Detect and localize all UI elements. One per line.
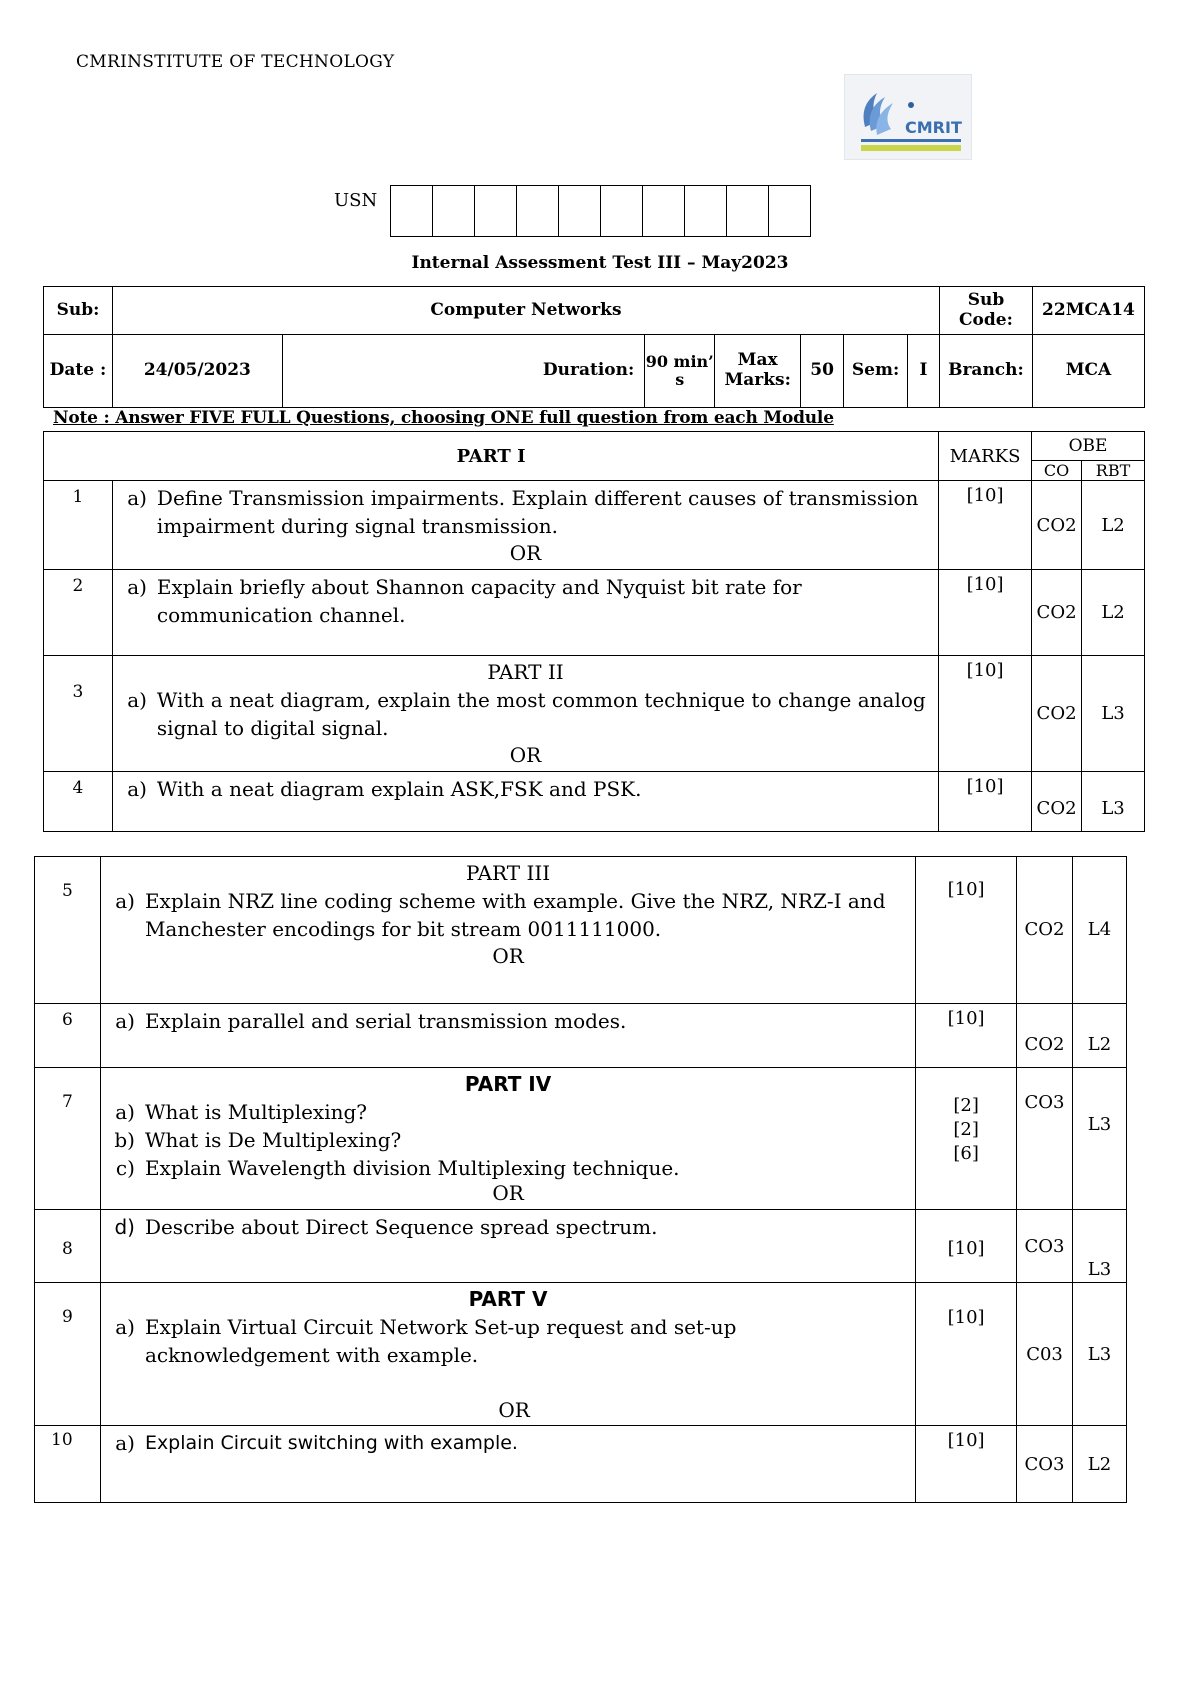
question-text: Explain Wavelength division Multiplexing technique. bbox=[144, 1156, 680, 1180]
or-separator: OR bbox=[492, 1181, 524, 1205]
institute-name: CMRINSTITUTE OF TECHNOLOGY bbox=[76, 52, 395, 72]
date-label: Date : bbox=[44, 335, 113, 408]
question-label: a) bbox=[127, 486, 147, 511]
question-rbt: L3 bbox=[1073, 1283, 1127, 1426]
question-label: b) bbox=[114, 1128, 135, 1152]
question-text: Explain briefly about Shannon capacity and Nyquist bit rate for communication channel. bbox=[156, 574, 802, 627]
sem-label: Sem: bbox=[844, 335, 908, 408]
usn-box[interactable] bbox=[432, 185, 475, 237]
question-co: CO2 bbox=[1017, 857, 1073, 1004]
part-4-heading: PART IV bbox=[464, 1072, 552, 1096]
question-co: CO3 bbox=[1017, 1068, 1073, 1210]
question-label: c) bbox=[115, 1156, 135, 1180]
or-separator: OR bbox=[498, 1398, 530, 1422]
question-number: 1 bbox=[44, 481, 113, 569]
usn-label: USN bbox=[334, 190, 378, 211]
usn-box[interactable] bbox=[558, 185, 601, 237]
sem-value: I bbox=[908, 335, 940, 408]
usn-box[interactable] bbox=[600, 185, 643, 237]
usn-box[interactable] bbox=[726, 185, 769, 237]
question-marks: [10] bbox=[916, 1004, 1017, 1068]
test-title: Internal Assessment Test III – May2023 bbox=[411, 253, 789, 273]
question-number: 10 bbox=[35, 1426, 101, 1503]
question-row-2 bbox=[44, 569, 1145, 655]
question-row-9 bbox=[35, 1283, 1127, 1426]
sub-question-marks: [2] bbox=[953, 1095, 979, 1116]
logo-text: CMRIT bbox=[905, 118, 962, 137]
usn-box[interactable] bbox=[768, 185, 811, 237]
sub-question-marks: [6] bbox=[953, 1143, 979, 1164]
question-co: CO2 bbox=[1032, 656, 1082, 772]
question-row-8 bbox=[35, 1210, 1127, 1283]
branch-value: MCA bbox=[1032, 335, 1144, 408]
obe-heading: OBE bbox=[1032, 432, 1145, 461]
question-co: CO3 bbox=[1017, 1426, 1073, 1503]
rbt-heading: RBT bbox=[1082, 460, 1145, 481]
question-text: With a neat diagram explain ASK,FSK and PSK. bbox=[156, 777, 642, 802]
cmrit-logo bbox=[844, 74, 972, 160]
or-separator: OR bbox=[492, 944, 524, 968]
instruction-note: Note : Answer FIVE FULL Questions, choosing ONE full question from each Module bbox=[53, 408, 834, 428]
or-separator: OR bbox=[509, 541, 542, 566]
question-number: 8 bbox=[35, 1210, 101, 1283]
part-3-heading: PART III bbox=[465, 861, 551, 885]
question-rbt: L2 bbox=[1073, 1426, 1127, 1503]
usn-box[interactable] bbox=[642, 185, 685, 237]
question-number: 4 bbox=[44, 772, 113, 832]
question-text: Describe about Direct Sequence spread spectrum. bbox=[144, 1215, 658, 1239]
question-label: d) bbox=[114, 1215, 135, 1239]
question-co: CO2 bbox=[1032, 772, 1082, 832]
question-row-7 bbox=[35, 1068, 1127, 1210]
question-text: Define Transmission impairments. Explain different causes of transmission impairment during signal transmission. bbox=[156, 486, 919, 539]
question-number: 5 bbox=[35, 857, 101, 1004]
question-marks: [10] bbox=[916, 1283, 1017, 1426]
question-label: a) bbox=[115, 1315, 135, 1339]
question-co: CO3 bbox=[1017, 1210, 1073, 1283]
sub-label: Sub: bbox=[44, 287, 113, 335]
question-marks: [10] bbox=[939, 656, 1032, 772]
usn-box[interactable] bbox=[516, 185, 559, 237]
question-co: CO2 bbox=[1032, 569, 1082, 655]
question-row-10 bbox=[35, 1426, 1127, 1503]
usn-boxes bbox=[391, 185, 811, 237]
question-number: 3 bbox=[44, 656, 113, 772]
question-rbt: L2 bbox=[1082, 569, 1145, 655]
question-row-1 bbox=[44, 481, 1145, 569]
sub-question-marks: [2] bbox=[953, 1119, 979, 1140]
duration-value: 90 min’ s bbox=[645, 335, 715, 408]
question-text: Explain parallel and serial transmission modes. bbox=[144, 1009, 627, 1033]
sub-code-label: Sub Code: bbox=[939, 287, 1032, 335]
usn-box[interactable] bbox=[684, 185, 727, 237]
questions-table-1 bbox=[43, 431, 1145, 832]
question-row-3 bbox=[44, 656, 1145, 772]
question-rbt: L2 bbox=[1082, 481, 1145, 569]
question-text: What is De Multiplexing? bbox=[144, 1128, 402, 1152]
question-label: a) bbox=[127, 688, 147, 713]
part-5-heading: PART V bbox=[468, 1287, 548, 1311]
date-value: 24/05/2023 bbox=[112, 335, 282, 408]
co-heading: CO bbox=[1032, 460, 1082, 481]
marks-heading: MARKS bbox=[939, 432, 1032, 481]
question-number: 9 bbox=[35, 1283, 101, 1426]
question-label: a) bbox=[127, 574, 147, 599]
question-rbt: L3 bbox=[1082, 772, 1145, 832]
question-marks: [10] bbox=[939, 772, 1032, 832]
question-marks: [10] bbox=[916, 1426, 1017, 1503]
question-text: What is Multiplexing? bbox=[144, 1100, 368, 1124]
question-label: a) bbox=[115, 1009, 135, 1033]
question-co: C03 bbox=[1017, 1283, 1073, 1426]
question-text: Explain Circuit switching with example. bbox=[144, 1432, 518, 1454]
branch-label: Branch: bbox=[939, 335, 1032, 408]
question-number: 6 bbox=[35, 1004, 101, 1068]
question-text: Explain Virtual Circuit Network Set-up request and set-up acknowledgement with example. bbox=[144, 1315, 737, 1367]
question-text: With a neat diagram, explain the most common technique to change analog signal to digital signal. bbox=[156, 688, 926, 741]
question-label: a) bbox=[115, 889, 135, 913]
sub-code-value: 22MCA14 bbox=[1032, 287, 1144, 335]
question-rbt: L4 bbox=[1073, 857, 1127, 1004]
question-number: 2 bbox=[44, 569, 113, 655]
question-row-5 bbox=[35, 857, 1127, 1004]
question-label: a) bbox=[127, 777, 147, 802]
usn-box[interactable] bbox=[390, 185, 433, 237]
question-rbt: L3 bbox=[1082, 656, 1145, 772]
question-marks: [10] bbox=[916, 857, 1017, 1004]
question-marks: [10] bbox=[939, 569, 1032, 655]
question-rbt: L3 bbox=[1073, 1068, 1127, 1210]
max-marks-value: 50 bbox=[801, 335, 844, 408]
question-label: a) bbox=[115, 1431, 135, 1455]
question-rbt: L2 bbox=[1073, 1004, 1127, 1068]
question-row-4 bbox=[44, 772, 1145, 832]
question-rbt: L3 bbox=[1073, 1210, 1127, 1283]
part-1-heading: PART I bbox=[44, 432, 939, 481]
usn-box[interactable] bbox=[474, 185, 517, 237]
duration-label: Duration: bbox=[282, 335, 644, 408]
question-co: CO2 bbox=[1017, 1004, 1073, 1068]
question-label: a) bbox=[115, 1100, 135, 1124]
subject-name: Computer Networks bbox=[112, 287, 939, 335]
question-co: CO2 bbox=[1032, 481, 1082, 569]
questions-table-2 bbox=[34, 856, 1127, 1503]
max-marks-label: Max Marks: bbox=[715, 335, 801, 408]
question-marks: [10] bbox=[939, 481, 1032, 569]
question-marks: [10] bbox=[916, 1210, 1017, 1283]
question-row-6 bbox=[35, 1004, 1127, 1068]
exam-info-table bbox=[43, 286, 1145, 408]
or-separator: OR bbox=[509, 743, 542, 768]
question-text: Explain NRZ line coding scheme with example. Give the NRZ, NRZ-I and Manchester encodings for bit stream 0011111000. bbox=[144, 889, 886, 941]
question-number: 7 bbox=[35, 1068, 101, 1210]
part-2-heading: PART II bbox=[487, 660, 564, 685]
